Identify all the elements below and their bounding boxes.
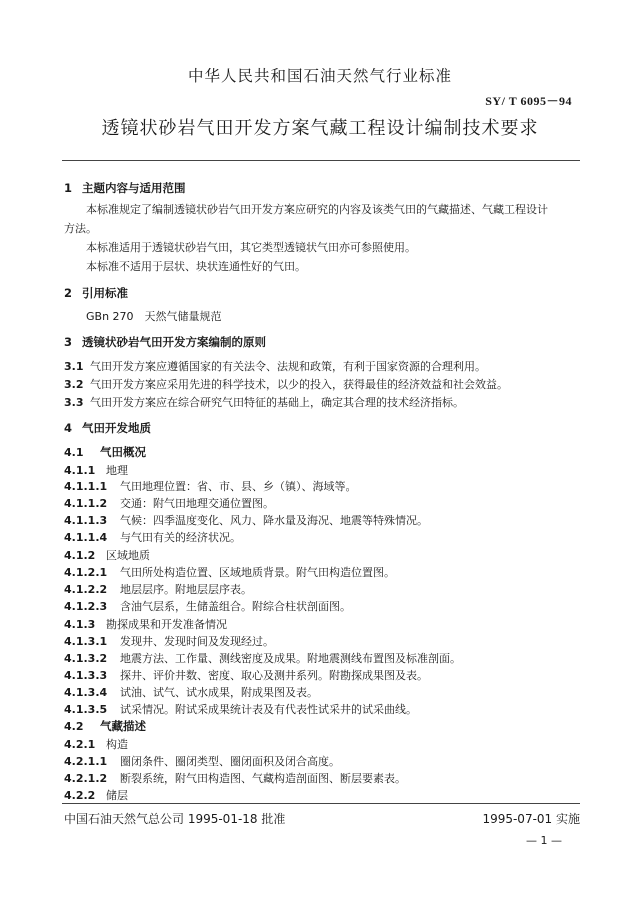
- clause-text: 地层层序。附地层层序表。: [120, 583, 252, 596]
- clause-text: 气田开发方案应遵循国家的有关法令、法规和政策，有利于国家资源的合理利用。: [90, 360, 486, 373]
- clause-number: 4.1.1.2: [64, 497, 108, 510]
- section-number: 2: [64, 286, 73, 300]
- standard-name: 中华人民共和国石油天然气行业标准: [187, 67, 452, 85]
- clause-4-1-3-4: [64, 684, 318, 700]
- subsection-4-2: [64, 718, 146, 734]
- section-3-heading: [64, 334, 266, 350]
- clause-4-1-1-1: [64, 478, 357, 494]
- clause-text: 探井、评价井数、密度、取心及测井系列。附勘探成果图及表。: [120, 669, 428, 682]
- clause-number: 4.1.2.3: [64, 600, 108, 613]
- clause-text: 与气田有关的经济状况。: [120, 531, 241, 544]
- clause-text: 气田地理位置：省、市、县、乡（镇）、海域等。: [120, 480, 357, 493]
- clause-text: 气田开发方案应采用先进的科学技术，以少的投入，获得最佳的经济效益和社会效益。: [90, 378, 508, 391]
- document-title: 透镜状砂岩气田开发方案气藏工程设计编制技术要求: [101, 118, 539, 139]
- clause-text: 试油、试气、试水成果，附成果图及表。: [120, 686, 318, 699]
- clause-3-1: [64, 358, 486, 374]
- clause-number: 4.1.3.5: [64, 703, 108, 716]
- section-title: 主题内容与适用范围: [82, 181, 186, 195]
- clause-4-1-1-3: [64, 512, 428, 528]
- section-2-heading: [64, 285, 128, 301]
- clause-text: 交通：附气田地理交通位置图。: [120, 497, 274, 510]
- clause-title: 气藏描述: [100, 719, 146, 733]
- clause-text: 发现井、发现时间及发现经过。: [120, 635, 274, 648]
- clause-number: 4.1.3: [64, 618, 96, 631]
- clause-number: 4.2.1.1: [64, 755, 108, 768]
- section-1-para-3: 本标准不适用于层状、块状连通性好的气田。: [86, 260, 306, 273]
- header-divider: [62, 160, 580, 161]
- clause-4-1-3-3: [64, 667, 428, 683]
- clause-text: 气田所处构造位置、区域地质背景。附气田构造位置图。: [120, 566, 395, 579]
- para-line: 本标准规定了编制透镜状砂岩气田开发方案应研究的内容及该类气田的气藏描述、气藏工程设计: [86, 203, 548, 216]
- implementation-date: 1995-07-01 实施: [482, 812, 580, 826]
- clause-text: 试采情况。附试采成果统计表及有代表性试采井的试采曲线。: [120, 703, 417, 716]
- subsection-4-1-3: [64, 616, 227, 632]
- section-title: 气田开发地质: [82, 421, 151, 435]
- subsection-4-2-1: [64, 736, 128, 752]
- clause-4-1-2-1: [64, 564, 395, 580]
- clause-title: 构造: [106, 738, 128, 751]
- clause-number: 4.1.2: [64, 549, 96, 562]
- subsection-4-2-2: [64, 787, 128, 803]
- section-number: 1: [64, 181, 73, 195]
- subsection-4-1-2: [64, 547, 150, 563]
- clause-text: 气候：四季温度变化、风力、降水量及海况、地震等特殊情况。: [120, 514, 428, 527]
- standard-code: SY/ T 6095－94: [485, 94, 572, 108]
- clause-number: 4.1.1.1: [64, 480, 108, 493]
- clause-title: 区域地质: [106, 549, 150, 562]
- clause-number: 4.1.1: [64, 464, 96, 477]
- clause-4-1-3-1: [64, 633, 274, 649]
- clause-text: 含油气层系，生储盖组合。附综合柱状剖面图。: [120, 600, 351, 613]
- section-title: 透镜状砂岩气田开发方案编制的原则: [82, 335, 266, 349]
- clause-text: 断裂系统，附气田构造图、气藏构造剖面图、断层要素表。: [120, 772, 406, 785]
- referenced-standard: GBn 270 天然气储量规范: [86, 310, 222, 323]
- clause-title: 勘探成果和开发准备情况: [106, 618, 227, 631]
- clause-number: 3.3: [64, 396, 84, 409]
- clause-title: 地理: [106, 464, 128, 477]
- clause-number: 4.1.2.1: [64, 566, 108, 579]
- clause-text: 地震方法、工作量、测线密度及成果。附地震测线布置图及标准剖面。: [120, 652, 461, 665]
- section-1-para-1: [64, 200, 582, 238]
- clause-number: 4.1.1.4: [64, 531, 108, 544]
- clause-title: 气田概况: [100, 445, 146, 459]
- clause-number: 4.2.1.2: [64, 772, 108, 785]
- clause-number: 4.2.1: [64, 738, 96, 751]
- section-1-para-2: 本标准适用于透镜状砂岩气田，其它类型透镜状气田亦可参照使用。: [86, 241, 416, 254]
- clause-number: 4.1.1.3: [64, 514, 108, 527]
- clause-text: 气田开发方案应在综合研究气田特征的基础上，确定其合理的技术经济指标。: [90, 396, 464, 409]
- section-number: 4: [64, 421, 73, 435]
- clause-number: 4.2.2: [64, 789, 96, 802]
- clause-number: 3.1: [64, 360, 84, 373]
- clause-number: 4.1: [64, 446, 84, 459]
- subsection-4-1-1: [64, 462, 128, 478]
- approval-line: 中国石油天然气总公司 1995-01-18 批准: [64, 812, 286, 826]
- page-number: — 1 —: [526, 834, 562, 847]
- para-line: 方法。: [64, 222, 97, 235]
- section-4-heading: [64, 420, 151, 436]
- clause-4-1-3-5: [64, 701, 417, 717]
- clause-number: 4.1.3.3: [64, 669, 108, 682]
- clause-text: 圈闭条件、圈闭类型、圈闭面积及闭合高度。: [120, 755, 340, 768]
- section-title: 引用标准: [82, 286, 128, 300]
- clause-4-1-2-2: [64, 581, 252, 597]
- section-1-heading: [64, 180, 186, 196]
- clause-number: 4.1.2.2: [64, 583, 108, 596]
- clause-number: 3.2: [64, 378, 84, 391]
- clause-4-1-3-2: [64, 650, 461, 666]
- clause-3-2: [64, 376, 508, 392]
- clause-number: 4.1.3.1: [64, 635, 108, 648]
- footer-divider: [62, 803, 580, 804]
- subsection-4-1: [64, 444, 146, 460]
- clause-4-1-1-4: [64, 529, 241, 545]
- clause-4-1-1-2: [64, 495, 274, 511]
- clause-number: 4.1.3.2: [64, 652, 108, 665]
- section-number: 3: [64, 335, 73, 349]
- clause-title: 储层: [106, 789, 128, 802]
- clause-4-1-2-3: [64, 598, 351, 614]
- clause-4-2-1-1: [64, 753, 340, 769]
- clause-4-2-1-2: [64, 770, 406, 786]
- clause-number: 4.1.3.4: [64, 686, 108, 699]
- clause-number: 4.2: [64, 720, 84, 733]
- clause-3-3: [64, 394, 464, 410]
